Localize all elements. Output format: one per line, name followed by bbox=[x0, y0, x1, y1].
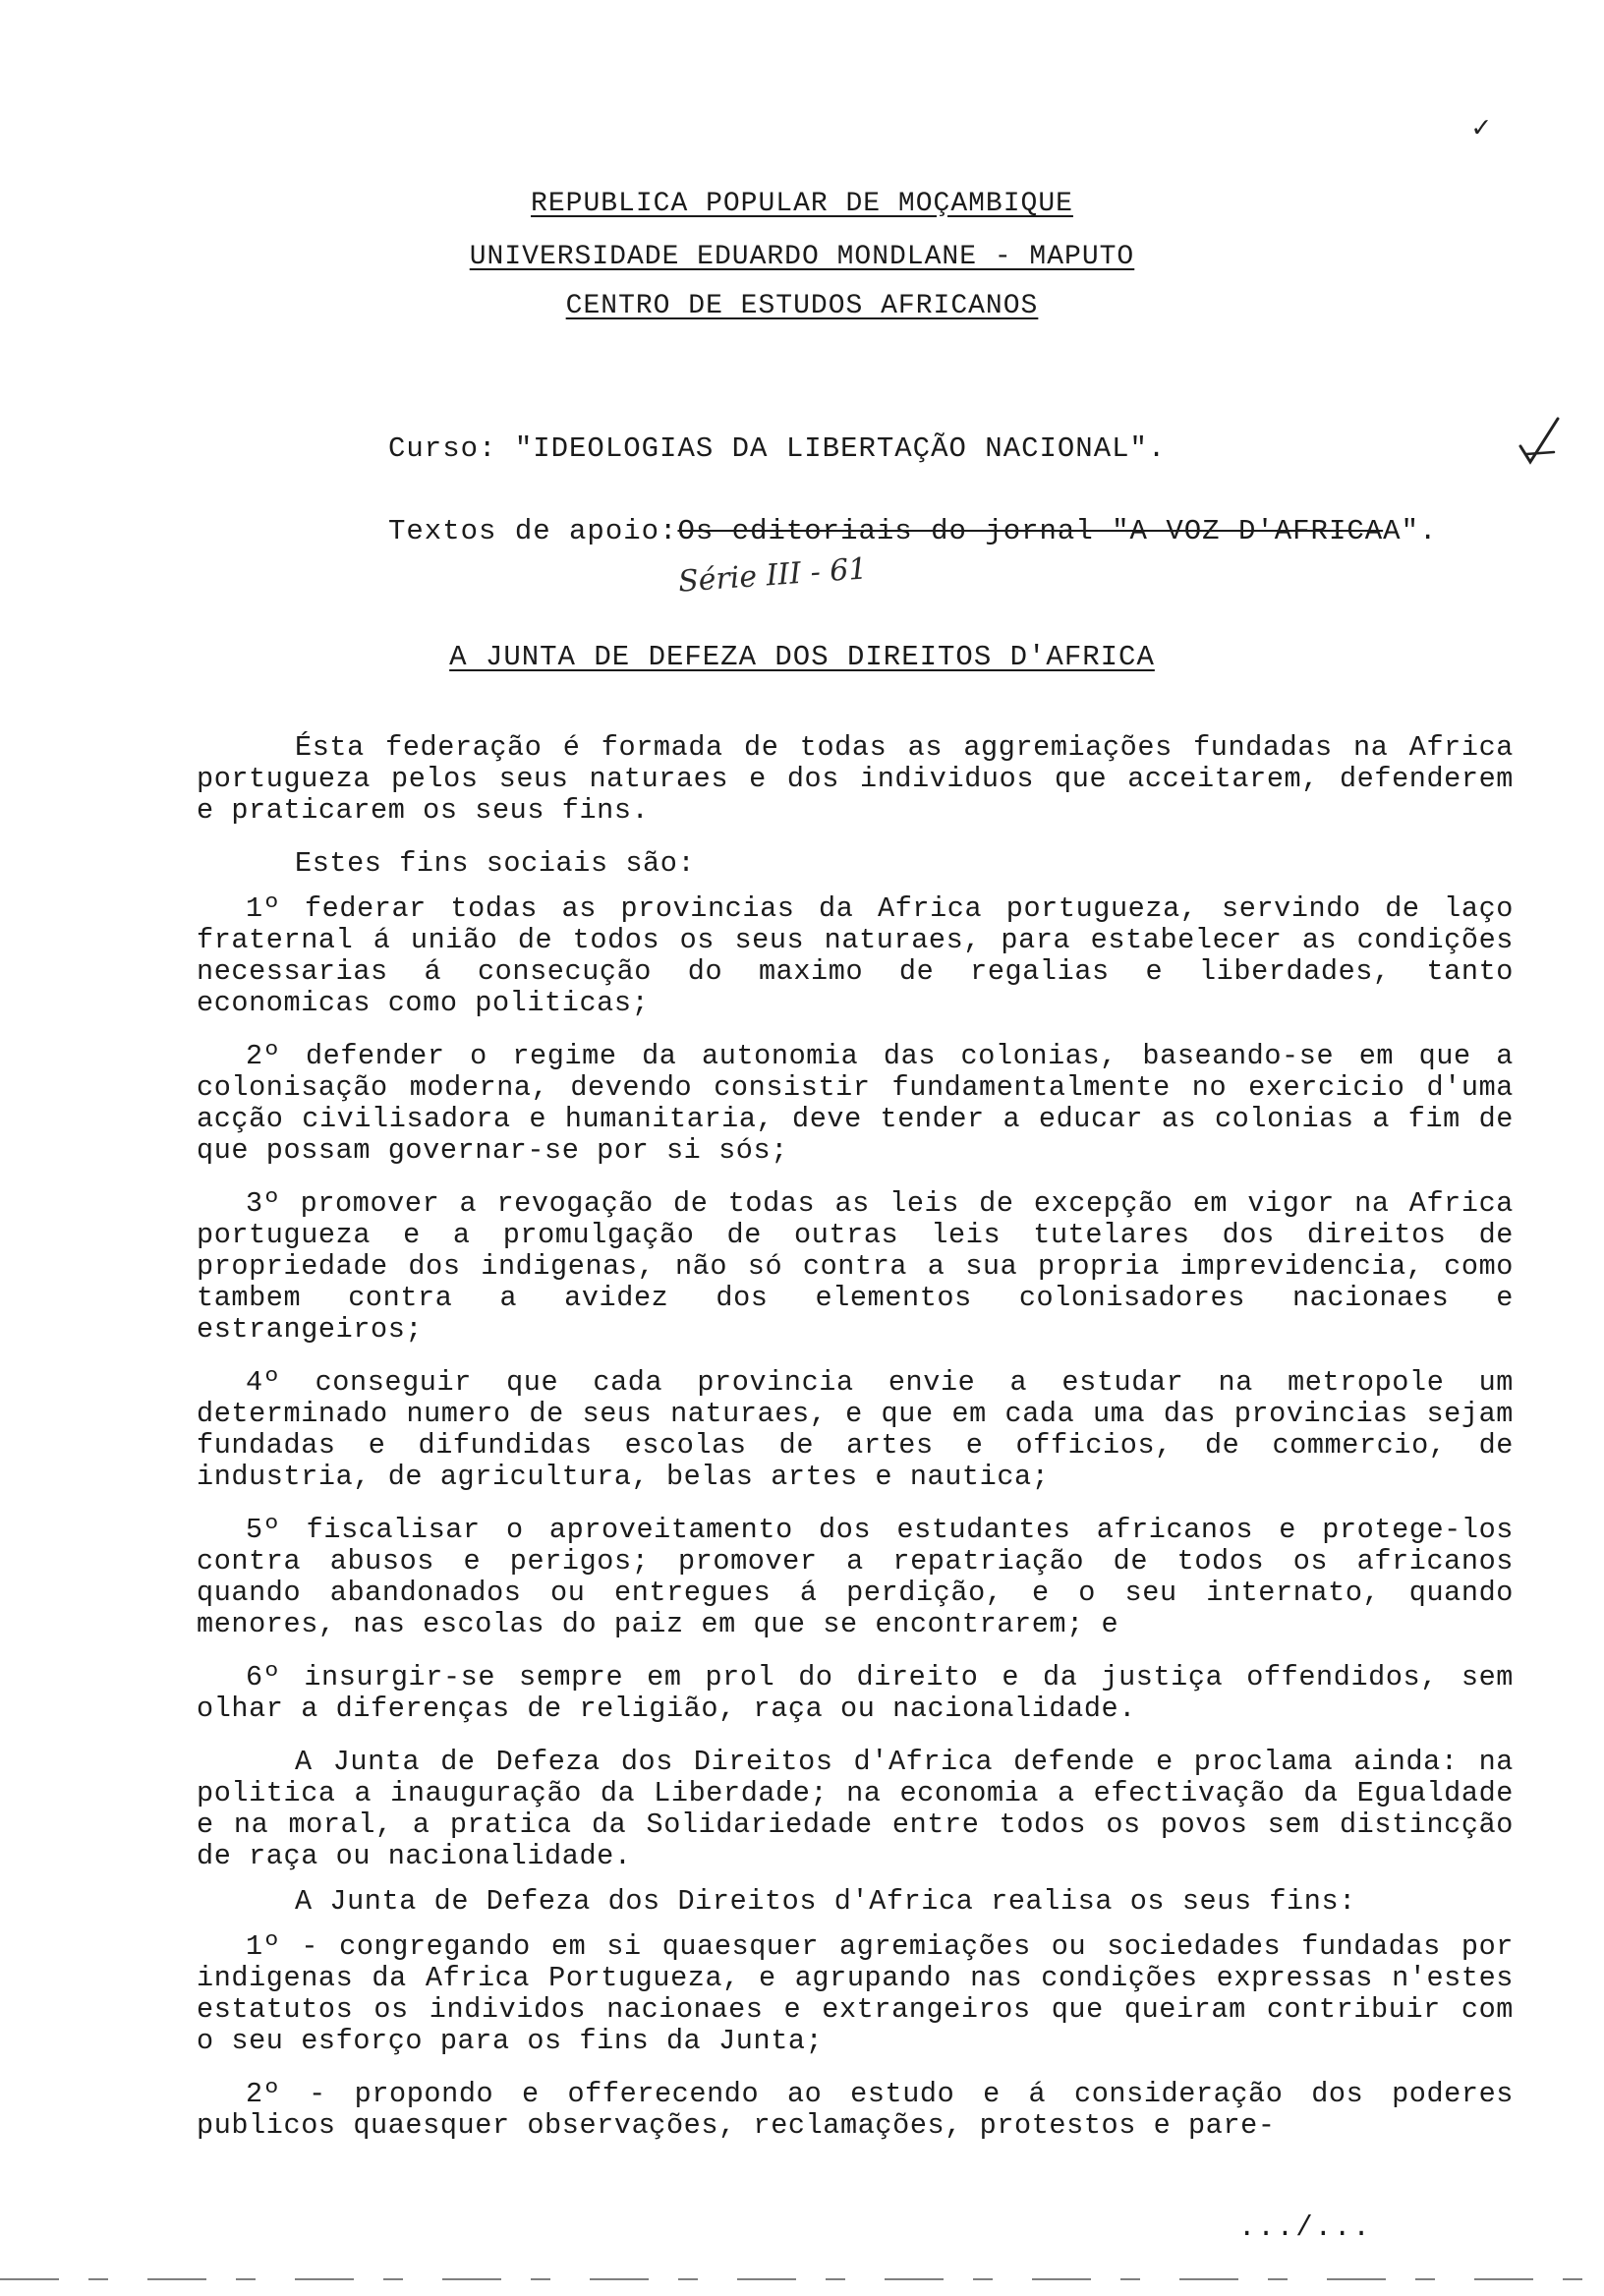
paragraph-fins-heading: Estes fins sociais são: bbox=[295, 847, 696, 880]
struck-text: Os editoriais do jornal "A VOZ D'AFRICA bbox=[677, 515, 1384, 547]
paragraph-item-2: 2º defender o regime da autonomia das colonias, baseando-se em que a colonisação moderna, devendo consistir fundamentalmente no exercicio d'uma acção civilisadora e humanitaria, deve tender a educar as colonias a fim de que possam governar-se por si sós; bbox=[197, 1040, 1514, 1167]
bottom-edge-rule bbox=[0, 2278, 1604, 2280]
paragraph-means-1: 1º - congregando em si quaesquer agremiações ou sociedades fundadas por indigenas da Africa Portugueza, e agrupando nas condições expressas n'estes estatutos os individos nacionaes e extrangeiros que queiram contribuir com o seu esforço para os fins da Junta; bbox=[197, 1930, 1514, 2057]
paragraph-means-2: 2º - propondo e offerecendo ao estudo e á consideração dos poderes publicos quaesquer observações, reclamações, protestos e pare- bbox=[197, 2078, 1514, 2142]
section-title: A JUNTA DE DEFEZA DOS DIREITOS D'AFRICA bbox=[449, 641, 1155, 673]
corner-check-mark: ✓ bbox=[1472, 113, 1491, 146]
paragraph-intro: Ésta federação é formada de todas as aggremiações fundadas na Africa portugueza pelos seus naturaes e dos individuos que acceitarem, defenderem e praticarem os seus fins. bbox=[197, 731, 1514, 827]
header-line-2: UNIVERSIDADE EDUARDO MONDLANE - MAPUTO bbox=[469, 242, 1135, 272]
handwritten-note: Série III - 61 bbox=[677, 551, 869, 600]
support-tail: A". bbox=[1383, 515, 1438, 547]
support-texts-line bbox=[388, 515, 1437, 547]
paragraph-item-5: 5º fiscalisar o aproveitamento dos estudantes africanos e protege-los contra abusos e perigos; promover a repatriação de todos os africanos quando abandonados ou entregues á perdição, e o seu internato, quando menores, nas escolas do paiz em que se encontrarem; e bbox=[197, 1514, 1514, 1640]
check-mark-icon bbox=[1517, 413, 1566, 472]
paragraph-proclama: A Junta de Defeza dos Direitos d'Africa defende e proclama ainda: na politica a inauguração da Liberdade; na economia a efectivação da Egualdade e na moral, a pratica da Solidariedade entre todos os povos sem distincção de raça ou nacionalidade. bbox=[197, 1746, 1514, 1872]
paragraph-item-4: 4º conseguir que cada provincia envie a estudar na metropole um determinado numero de seus naturaes, e que em cada uma das provincias sejam fundadas e difundidas escolas de artes e officios, de commercio, de industria, de agricultura, belas artes e nautica; bbox=[197, 1366, 1514, 1493]
header-line-3: CENTRO DE ESTUDOS AFRICANOS bbox=[565, 291, 1039, 321]
paragraph-item-1: 1º federar todas as provincias da Africa portugueza, servindo de laço fraternal á união de todos os seus naturaes, para estabelecer as condições necessarias á consecução do maximo de regalias e liberdades, tanto economicas como politicas; bbox=[197, 892, 1514, 1019]
paragraph-item-3: 3º promover a revogação de todas as leis de excepção em vigor na Africa portugueza e a promulgação de outras leis tutelares dos direitos de propriedade dos indigenas, não só contra a sua propria imprevidencia, como tambem contra a avidez dos elementos colonisadores nacionaes e estrangeiros; bbox=[197, 1187, 1514, 1346]
continuation-mark: .../... bbox=[1238, 2211, 1372, 2244]
paragraph-item-6: 6º insurgir-se sempre em prol do direito e da justiça offendidos, sem olhar a diferenças de religião, raça ou nacionalidade. bbox=[197, 1661, 1514, 1725]
course-line: Curso: "IDEOLOGIAS DA LIBERTAÇÃO NACIONAL". bbox=[388, 432, 1167, 465]
paragraph-realisa-heading: A Junta de Defeza dos Direitos d'Africa realisa os seus fins: bbox=[295, 1885, 1356, 1918]
support-label: Textos de apoio: bbox=[388, 515, 678, 547]
body-text bbox=[197, 732, 1514, 2163]
header-line-1: REPUBLICA POPULAR DE MOÇAMBIQUE bbox=[531, 189, 1073, 219]
